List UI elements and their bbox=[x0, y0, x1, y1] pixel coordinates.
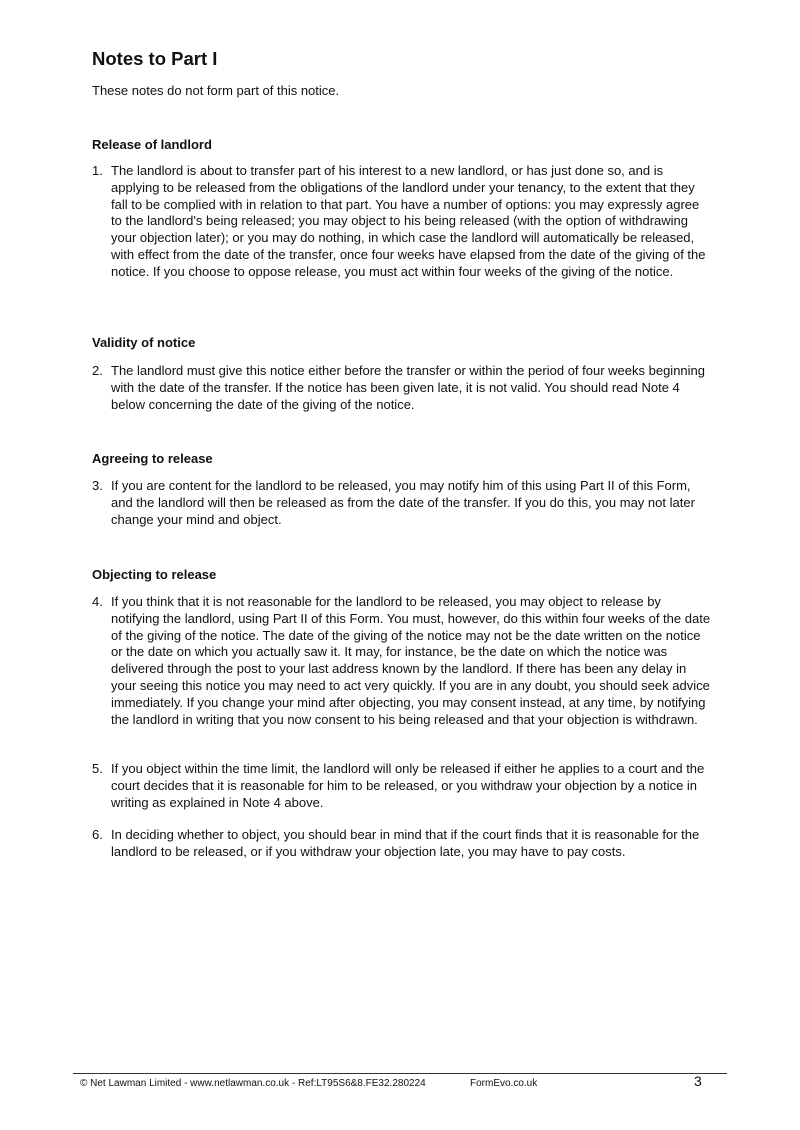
note-number: 4. bbox=[92, 594, 103, 609]
intro-text: These notes do not form part of this notice. bbox=[92, 83, 340, 98]
note-number: 3. bbox=[92, 478, 103, 493]
note-2 bbox=[92, 363, 712, 413]
section-heading-release-of-landlord: Release of landlord bbox=[92, 137, 212, 152]
note-number: 6. bbox=[92, 827, 103, 842]
section-heading-agreeing-to-release: Agreeing to release bbox=[92, 451, 213, 466]
page-title: Notes to Part I bbox=[92, 48, 218, 69]
note-5 bbox=[92, 761, 712, 811]
note-text: If you object within the time limit, the landlord will only be released if either he applies to a court and the court decides that it is reasonable for him to be released, or you withdraw your objection by a notice in writing as explained in Note 4 above. bbox=[111, 761, 705, 810]
note-number: 5. bbox=[92, 761, 103, 776]
note-4 bbox=[92, 594, 712, 728]
footer-site: FormEvo.co.uk bbox=[470, 1078, 538, 1089]
section-heading-objecting-to-release: Objecting to release bbox=[92, 567, 217, 582]
footer-copyright: © Net Lawman Limited - www.netlawman.co.uk - Ref:LT95S6&8.FE32.280224 bbox=[80, 1078, 426, 1089]
note-3 bbox=[92, 478, 712, 528]
note-number: 2. bbox=[92, 363, 103, 378]
note-number: 1. bbox=[92, 163, 103, 178]
footer-divider bbox=[73, 1073, 727, 1074]
note-text: If you think that it is not reasonable for the landlord to be released, you may object to release by notifying the landlord, using Part II of this Form. You must, however, do this within four weeks of the date of the giving of the notice. The date of the giving of the notice may not be the date written on the notice or the date on which you actually saw it. It may, for instance, be the date on which the notice was delivered through the post to your last address known by the landlord. If there has been any delay in your seeing this notice you may need to act very quickly. If you are in any doubt, you should seek advice immediately. If you change your mind after objecting, you may consent instead, at any time, by notifying the landlord in writing that you now consent to his being released and that your objection is withdrawn. bbox=[111, 594, 711, 727]
note-1 bbox=[92, 163, 712, 281]
note-6 bbox=[92, 827, 712, 861]
note-text: The landlord is about to transfer part of his interest to a new landlord, or has just done so, and is applying to be released from the obligations of the landlord under your tenancy, to the extent that they fall to be complied with in relation to that part. You have a number of options: you may expressly agree to the landlord's being released; you may object to his being released (with the option of withdrawing your objection later); or you may do nothing, in which case the landlord will automatically be released, with effect from the date of the transfer, once four weeks have elapsed from the date of the giving of the notice. If you choose to oppose release, you must act within four weeks of the giving of the notice. bbox=[111, 163, 706, 279]
page-number: 3 bbox=[694, 1073, 702, 1089]
note-text: The landlord must give this notice either before the transfer or within the period of four weeks beginning with the date of the transfer. If the notice has been given late, it is not valid. You should read Note 4 below concerning the date of the giving of the notice. bbox=[111, 363, 706, 412]
note-text: In deciding whether to object, you should bear in mind that if the court finds that it is reasonable for the landlord to be released, or if you withdraw your objection late, you may have to pay costs. bbox=[111, 827, 700, 859]
section-heading-validity-of-notice: Validity of notice bbox=[92, 335, 196, 350]
note-text: If you are content for the landlord to be released, you may notify him of this using Part II of this Form, and the landlord will then be released as from the date of the transfer. If you do this, you may not later change your mind and object. bbox=[111, 478, 695, 527]
